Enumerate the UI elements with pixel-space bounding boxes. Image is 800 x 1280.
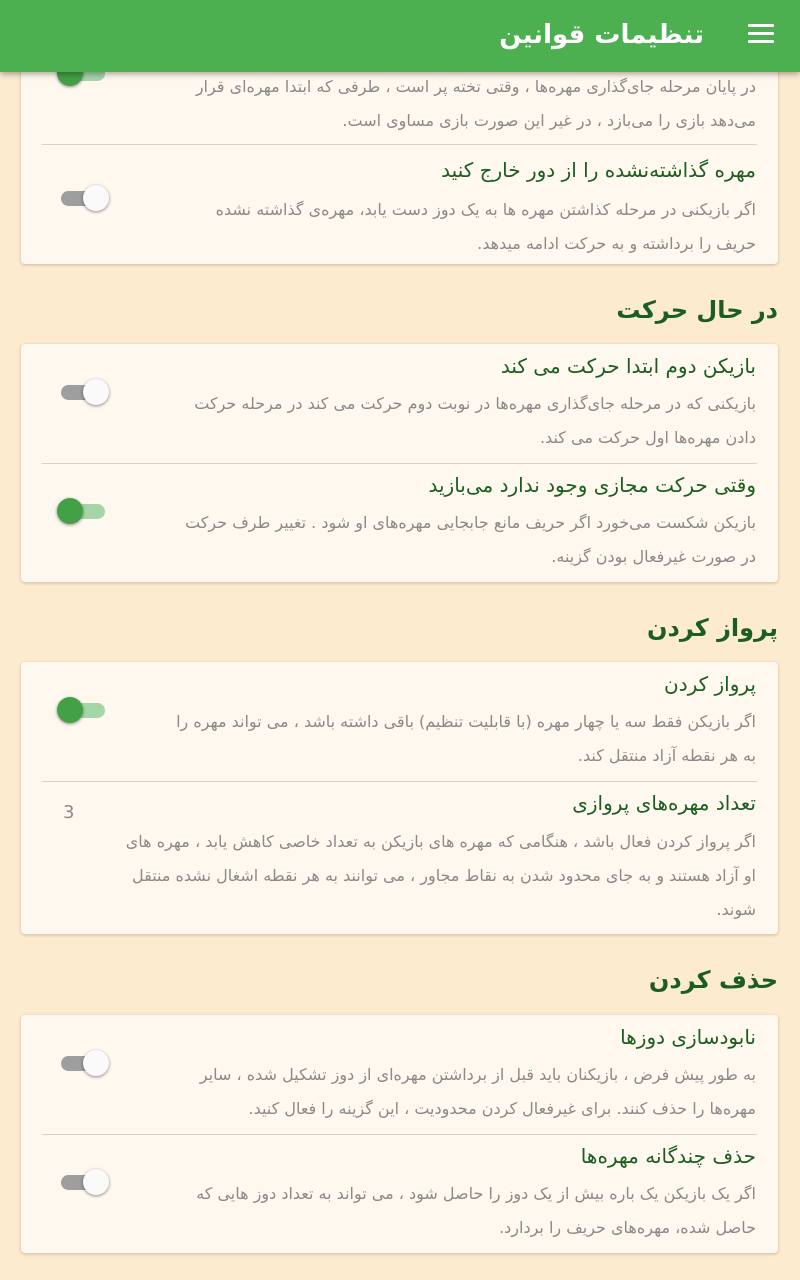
description-line: در صورت غیرفعال بودن گزینه.	[551, 547, 756, 566]
description-line: اگر بازیکن فقط سه یا چهار مهره (با قابلیت تنظیم) باقی داشته باشد ، می تواند مهره را	[176, 712, 756, 731]
description-line: می‌دهد بازی را می‌بازد ، در غیر این صورت بازی مساوی است.	[342, 111, 756, 130]
setting-title: تعداد مهره‌های پروازی	[572, 791, 756, 815]
toggle-switch[interactable]	[59, 377, 109, 407]
switch-thumb	[83, 1050, 109, 1076]
setting-title: وقتی حرکت مجازی وجود ندارد می‌بازید	[428, 473, 756, 497]
description-line: بازیکن شکست می‌خورد اگر حریف مانع جابجایی مهره‌های او شود . تغییر طرف حرکت	[185, 513, 756, 532]
menu-bar	[748, 24, 774, 27]
description-line: به طور پیش فرض ، بازیکنان باید قبل از برداشتن مهره‌ای از دوز تشکیل شده ، سایر	[199, 1065, 756, 1084]
setting-description	[43, 70, 756, 138]
description-line: اگر یک بازیکن یک باره بیش از یک دوز را حاصل شود ، می تواند به تعداد دوز هایی که	[196, 1184, 756, 1203]
description-line: او آزاد هستند و به جای محدود شدن به نقاط مجاور ، می توانند به هر نقطه اشغال نشده منتقل	[131, 866, 756, 885]
setting-row-may-fly[interactable]	[21, 662, 778, 781]
hamburger-menu-icon[interactable]	[748, 24, 774, 48]
description-line: اگر پرواز کردن فعال باشد ، هنگامی که مهره های بازیکن به تعداد خاصی کاهش یابد ، مهره های	[125, 832, 756, 851]
toggle-switch[interactable]	[59, 1048, 109, 1078]
card-moving	[21, 344, 778, 582]
app-bar	[0, 0, 800, 72]
switch-thumb	[57, 697, 83, 723]
section-header-removing: حذف کردن	[648, 966, 778, 994]
setting-title: پرواز کردن	[664, 672, 756, 696]
setting-description	[43, 1177, 756, 1245]
setting-title: حذف چندگانه مهره‌ها	[580, 1144, 756, 1168]
description-line: حاصل شده، مهره‌های حریف را بردارد.	[499, 1218, 756, 1237]
setting-description	[43, 387, 756, 455]
menu-bar	[748, 40, 774, 43]
setting-row-second-player-moves-first[interactable]	[21, 344, 778, 463]
description-line: اگر بازیکنی در مرحله کذاشتن مهره ها به یک دوز دست یابد، مهره‌ی گذاشته نشده	[215, 200, 756, 219]
description-line: در پایان مرحله جای‌گذاری مهره‌ها ، وقتی تخته پر است ، طرفی که ابتدا مهره‌ای قرار	[195, 77, 756, 96]
setting-row-destroy-mills[interactable]	[21, 1015, 778, 1134]
description-line: مهره‌ها را حذف کنند. برای غیرفعال کردن محدودیت ، این گزینه را فعال کنید.	[248, 1099, 756, 1118]
setting-row-remove-unplaced-piece[interactable]	[21, 144, 778, 264]
setting-description	[43, 705, 756, 773]
setting-description	[43, 1058, 756, 1126]
toggle-switch[interactable]	[59, 183, 109, 213]
card-flying	[21, 662, 778, 934]
setting-title: بازیکن دوم ابتدا حرکت می کند	[500, 354, 756, 378]
section-header-flying: پرواز کردن	[647, 614, 778, 642]
setting-description	[43, 506, 756, 574]
description-line: بازیکنی که در مرحله جای‌گذاری مهره‌ها در نوبت دوم حرکت می کند در مرحله حرکت	[194, 394, 756, 413]
setting-title: نابودسازی دوزها	[620, 1025, 756, 1049]
toggle-switch[interactable]	[59, 496, 109, 526]
setting-row-lose-when-no-legal-moves[interactable]	[21, 463, 778, 582]
flying-count-value: 3	[63, 802, 75, 823]
setting-description	[43, 193, 756, 261]
switch-thumb	[83, 1169, 109, 1195]
description-line: حریف را برداشته و به حرکت ادامه میدهد.	[477, 234, 756, 253]
setting-description	[43, 825, 756, 927]
section-header-moving: در حال حرکت	[616, 296, 778, 324]
card-top	[21, 40, 778, 264]
description-line: دادن مهره‌ها اول حرکت می کند.	[539, 428, 756, 447]
switch-thumb	[83, 185, 109, 211]
page-title: تنظیمات قوانین	[499, 20, 704, 50]
menu-bar	[748, 32, 774, 35]
description-line: شوند.	[716, 900, 756, 919]
setting-row-multiple-removal[interactable]	[21, 1134, 778, 1253]
toggle-switch[interactable]	[59, 695, 109, 725]
switch-thumb	[83, 379, 109, 405]
description-line: به هر نقطه آزاد منتقل کند.	[577, 746, 756, 765]
switch-thumb	[57, 498, 83, 524]
setting-title: مهره گذاشته‌نشده را از دور خارج کنید	[441, 158, 756, 182]
card-removing	[21, 1015, 778, 1253]
setting-row-flying-piece-count[interactable]	[21, 781, 778, 934]
toggle-switch[interactable]	[59, 1167, 109, 1197]
